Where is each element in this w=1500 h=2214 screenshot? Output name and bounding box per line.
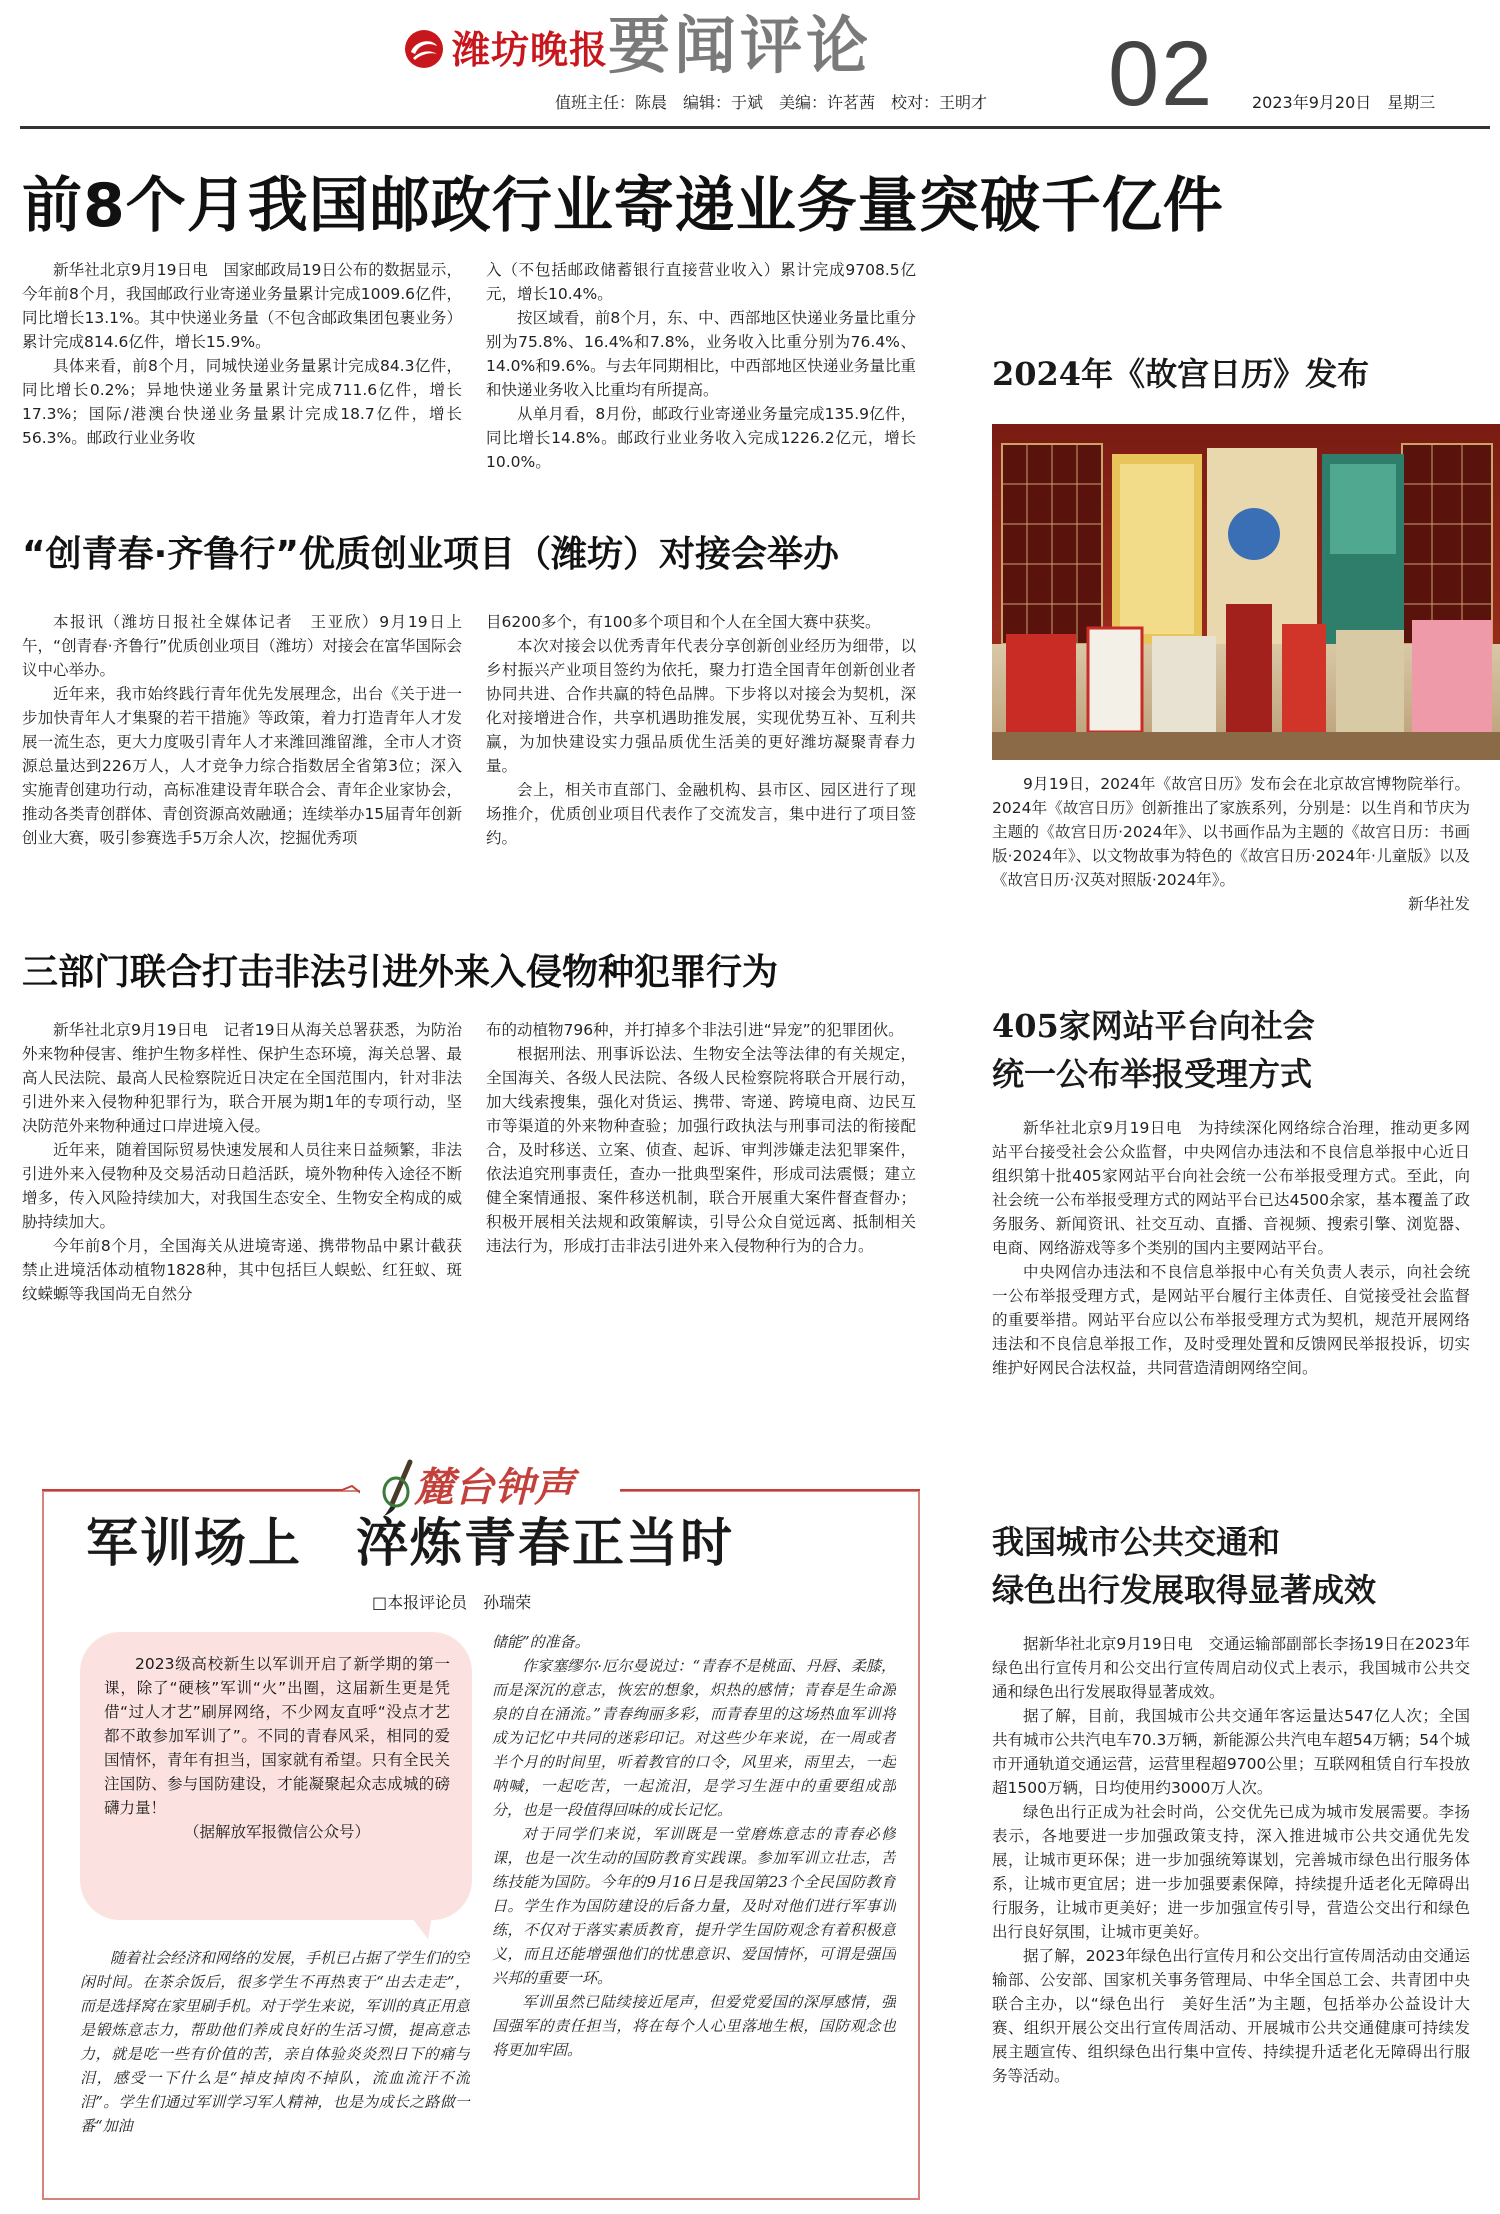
main-para-1: 新华社北京9月19日电 国家邮政局19日公布的数据显示，今年前8个月，我国邮政行业寄递业务量累计完成1009.6亿件，同比增长13.1%。其中快递业务量（不包含邮政集团包裹业务）累计完成814.6亿件，增长15.9%。: [22, 261, 462, 351]
palace-caption: [992, 772, 1470, 940]
transit-headline-line2: 绿色出行发展取得显著成效: [992, 1571, 1377, 1609]
editors-line: [555, 93, 1003, 113]
editor-main: 编辑：于斌: [683, 93, 764, 112]
commentary-byline: □本报评论员 孙瑞荣: [372, 1593, 532, 1612]
editor-proof: 校对：王明才: [891, 93, 988, 112]
editor-duty: 值班主任：陈晨: [555, 93, 668, 112]
transit-para-1: 据新华社北京9月19日电 交通运输部副部长李扬19日在2023年绿色出行宣传月和公交出行宣传周启动仪式上表示，我国城市公共交通和绿色出行发展取得显著成效。: [992, 1635, 1470, 1701]
swirl-logo-icon: [403, 28, 445, 70]
transit-headline-line1: 我国城市公共交通和: [992, 1523, 1281, 1561]
main-para-4: 从单月看，8月份，邮政行业寄递业务量完成135.9亿件，同比增长14.8%。邮政行业业务收入完成1226.2亿元，增长10.0%。: [486, 405, 916, 471]
transit-story-body: [992, 1632, 1470, 2212]
youth-headline: “创青春·齐鲁行”优质创业项目（潍坊）对接会举办: [22, 534, 839, 575]
species-story-col2: [486, 1018, 916, 1358]
commentary-para-cont: 储能”的准备。: [492, 1633, 590, 1651]
youth-para-3: 本次对接会以优秀青年代表分享创新创业经历为细带，以乡村振兴产业项目签约为依托，聚力打造全国青年创新创业者协同共进、合作共赢的特色品牌。下步将以对接会为契机，深化对接增进合作，共享机遇助推发展，实现优势互补、互利共赢，为加快建设实力强品质优生活美的更好潍坊凝聚青春力量。: [486, 637, 916, 775]
youth-para-1: 本报讯（潍坊日报社全媒体记者 王亚欣）9月19日上午，“创青春·齐鲁行”优质创业项目（潍坊）对接会在富华国际会议中心举办。: [22, 613, 462, 679]
quote-text: 2023级高校新生以军训开启了新学期的第一课，除了“硬核”军训“火”出圈，这届新生更是凭借“过人才艺”刷屏网络，不少网友直呼“没点才艺都不敢参加军训了”。不同的青春风采，相同的爱国情怀，青年有担当，国家就有希望。只有全民关注国防、参与国防建设，才能凝聚起众志成城的磅礴力量！: [104, 1655, 450, 1817]
main-headline: 前8个月我国邮政行业寄递业务量突破千亿件: [22, 171, 1224, 241]
masthead: [0, 0, 1500, 125]
date-line: [1252, 93, 1435, 113]
transit-para-4: 据了解，2023年绿色出行宣传月和公交出行宣传周活动由交通运输部、公安部、国家机关事务管理局、中华全国总工会、共青团中央联合主办，以“绿色出行 美好生活”为主题，包括举办公益设计大赛、组织开展公交出行宣传周活动、开展城市公共交通健康可持续发展主题宣传、组织绿色出行集中宣传、持续提升适老化无障碍出行服务等活动。: [992, 1947, 1470, 2085]
main-para-cont: 入（不包括邮政储蓄银行直接营业收入）累计完成9708.5亿元，增长10.4%。: [486, 261, 916, 303]
commentary-para-4: 军训虽然已陆续接近尾声，但爱党爱国的深厚感情，强国强军的责任担当，将在每个人心里落地生根，国防观念也将更加牢固。: [492, 1993, 896, 2059]
species-headline: 三部门联合打击非法引进外来入侵物种犯罪行为: [22, 952, 779, 993]
issue-weekday: 星期三: [1387, 93, 1436, 112]
quote-source: （据解放军报微信公众号）: [183, 1823, 370, 1841]
species-para-4: 根据刑法、刑事诉讼法、生物安全法等法律的有关规定，全国海关、各级人民法院、各级人民检察院将联合开展行动，加大线索搜集，强化对货运、携带、寄递、跨境电商、边民互市等渠道的外来物种查验；加强行政执法与刑事司法的衔接配合，及时移送、立案、侦查、起诉、审判涉嫌走法犯罪案件，依法追究刑事责任，查办一批典型案件，形成司法震慑；建立健全案情通报、案件移送机制，联合开展重大案件督查督办；积极开展相关法规和政策解读，引导公众自觉远离、抵制相关违法行为，形成打击非法引进外来入侵物种行为的合力。: [486, 1045, 916, 1255]
section-title: 要闻评论: [608, 9, 873, 82]
commentary-para-2: 作家塞缪尔·厄尔曼说过：“青春不是桃面、丹唇、柔膝，而是深沉的意志，恢宏的想象，炽热的感情；青春是生命源泉的自在涌流。”青春绚丽多彩，而青春里的这场热血军训将成为记忆中共同的迷彩印记。对这些少年来说，在一周或者半个月的时间里，听着教官的口令，风里来，雨里去，一起呐喊，一起吃苦，一起流泪，是学习生涯中的重要组成部分，也是一段值得回味的成长记忆。: [492, 1657, 896, 1819]
species-para-2: 近年来，随着国际贸易快速发展和人员往来日益频繁，非法引进外来入侵物种及交易活动日趋活跃，境外物种传入途径不断增多，传入风险持续加大，对我国生态安全、生物安全构成的威胁持续加大。: [22, 1141, 462, 1231]
main-story-col2: [486, 258, 916, 486]
web-headline: [992, 1002, 1315, 1098]
commentary-headline: 军训场上 淬炼青春正当时: [86, 1515, 735, 1573]
editor-art: 美编：许茗茜: [779, 93, 876, 112]
commentary-para-3: 对于同学们来说，军训既是一堂磨炼意志的青春必修课，也是一次生动的国防教育实践课。参加军训立壮志，苦练技能为国防。今年的9月16日是我国第23个全民国防教育日。学生作为国防建设的后备力量，及时对他们进行军事训练，不仅对于落实素质教育，提升学生国防观念有着积极意义，而且还能增强他们的忧患意识、爱国情怀，可谓是强国兴邦的重要一环。: [492, 1825, 896, 1987]
main-para-2: 具体来看，前8个月，同城快递业务量累计完成84.3亿件，同比增长0.2%；异地快递业务量累计完成711.6亿件，增长17.3%；国际/港澳台快递业务量累计完成18.7亿件，增长56.3%。邮政行业业务收: [22, 357, 462, 447]
header-rule: [20, 126, 1490, 129]
commentary-para-1: 随着社会经济和网络的发展，手机已占据了学生们的空闲时间。在茶余饭后，很多学生不再热衷于“出去走走”，而是选择窝在家里刷手机。对于学生来说，军训的真正用意是锻炼意志力，帮助他们养成良好的生活习惯，提高意志力，就是吃一些有价值的苦，亲自体验炎炎烈日下的痛与泪，感受一下什么是“掉皮掉肉不掉队，流血流汗不流泪”。学生们通过军训学习军人精神，也是为成长之路做一番“加油: [80, 1949, 470, 2135]
main-para-3: 按区域看，前8个月，东、中、西部地区快递业务量比重分别为75.8%、16.4%和7.8%，业务收入比重分别为76.4%、14.0%和9.6%。与去年同期相比，中西部地区快递业务量比重和快递业务收入比重均有所提高。: [486, 309, 916, 399]
web-para-1: 新华社北京9月19日电 为持续深化网络综合治理，推动更多网站平台接受社会公众监督，中央网信办违法和不良信息举报中心近日组织第十批405家网站平台向社会统一公布举报受理方式。至此，向社会统一公布举报受理方式的网站平台已达4500余家，基本覆盖了政务服务、新闻资讯、社交互动、直播、音视频、搜索引擎、浏览器、电商、网络游戏等多个类别的国内主要网站平台。: [992, 1119, 1470, 1257]
palace-caption-text: 9月19日，2024年《故宫日历》发布会在北京故宫博物院举行。2024年《故宫日历》创新推出了家族系列，分别是：以生肖和节庆为主题的《故宫日历·2024年》、以书画作品为主题的《故宫日历：书画版·2024年》、以文物故事为特色的《故宫日历·2024年·儿童版》以及《故宫日历·汉英对照版·2024年》。: [992, 775, 1470, 889]
commentary-col2: [492, 1630, 896, 2192]
photo-illustration: [992, 424, 1500, 760]
species-para-1: 新华社北京9月19日电 记者19日从海关总署获悉，为防治外来物种侵害、维护生物多样性、保护生态环境，海关总署、最高人民法院、最高人民检察院近日决定在全国范围内，针对非法引进外来入侵物种犯罪行为，联合开展为期1年的专项行动，坚决防范外来物种通过口岸进境入侵。: [22, 1021, 462, 1135]
palace-credit: 新华社发: [1407, 895, 1470, 913]
newspaper-logo: 潍坊晚报: [452, 27, 609, 72]
species-para-cont: 布的动植物796种，并打掉多个非法引进“异宠”的犯罪团伙。: [486, 1021, 904, 1039]
youth-story-col1: [22, 610, 462, 900]
main-story-col1: [22, 258, 462, 486]
web-headline-line1: 405家网站平台向社会: [992, 1007, 1315, 1045]
page-number: 02: [1108, 23, 1215, 125]
palace-calendar-photo: [992, 424, 1500, 760]
bubble-tail: [398, 1905, 438, 1941]
youth-story-col2: [486, 610, 916, 900]
transit-para-2: 据了解，目前，我国城市公共交通年客运量达547亿人次；全国共有城市公共汽电车70.3万辆，新能源公共汽电车超54万辆；54个城市开通轨道交通运营，运营里程超9700公里；互联网租赁自行车投放超1500万辆，日均使用约3000万人次。: [992, 1707, 1470, 1797]
youth-para-4: 会上，相关市直部门、金融机构、县市区、园区进行了现场推介，优质创业项目代表作了交流发言，集中进行了项目签约。: [486, 781, 916, 847]
transit-headline: [992, 1518, 1376, 1614]
species-story-col1: [22, 1018, 462, 1358]
column-name: 麓台钟声: [414, 1464, 574, 1511]
web-story-body: [992, 1116, 1470, 1496]
commentary-col1: [80, 1946, 470, 2192]
web-para-2: 中央网信办违法和不良信息举报中心有关负责人表示，向社会统一公布举报受理方式，是网站平台履行主体责任、自觉接受社会监督的重要举措。网站平台应以公布举报受理方式为契机，规范开展网络违法和不良信息举报工作，及时受理处置和反馈网民举报投诉，切实维护好网民合法权益，共同营造清朗网络空间。: [992, 1263, 1470, 1377]
youth-para-cont: 目6200多个，有100多个项目和个人在全国大赛中获奖。: [486, 613, 881, 631]
palace-headline: 2024年《故宫日历》发布: [992, 355, 1370, 393]
transit-para-3: 绿色出行正成为社会时尚，公交优先已成为城市发展需要。李扬表示，各地要进一步加强政策支持，深入推进城市公共交通优先发展，让城市更环保；进一步加强统筹谋划，完善城市绿色出行服务体系，让城市更宜居；进一步加强要素保障，持续提升适老化无障碍出行服务，让城市更美好；进一步加强宣传引导，营造公交出行和绿色出行良好氛围，让城市更美好。: [992, 1803, 1470, 1941]
web-headline-line2: 统一公布举报受理方式: [992, 1055, 1313, 1093]
quote-bubble: [80, 1632, 472, 1920]
youth-para-2: 近年来，我市始终践行青年优先发展理念，出台《关于进一步加快青年人才集聚的若干措施》等政策，着力打造青年人才发展一流生态，更大力度吸引青年人才来潍回潍留潍，全市人才资源总量达到226万人，人才竞争力综合指数居全省第3位；深入实施青创建功行动，高标准建设青年联合会、青年企业家协会，推动各类青创群体、青创资源高效融通；连续举办15届青年创新创业大赛，吸引参赛选手5万余人次，挖掘优秀项: [22, 685, 462, 847]
species-para-3: 今年前8个月，全国海关从进境寄递、携带物品中累计截获禁止进境活体动植物1828种，其中包括巨人蜈蚣、红狂蚁、斑纹蝾螈等我国尚无自然分: [22, 1237, 462, 1303]
issue-date: 2023年9月20日: [1252, 93, 1372, 112]
